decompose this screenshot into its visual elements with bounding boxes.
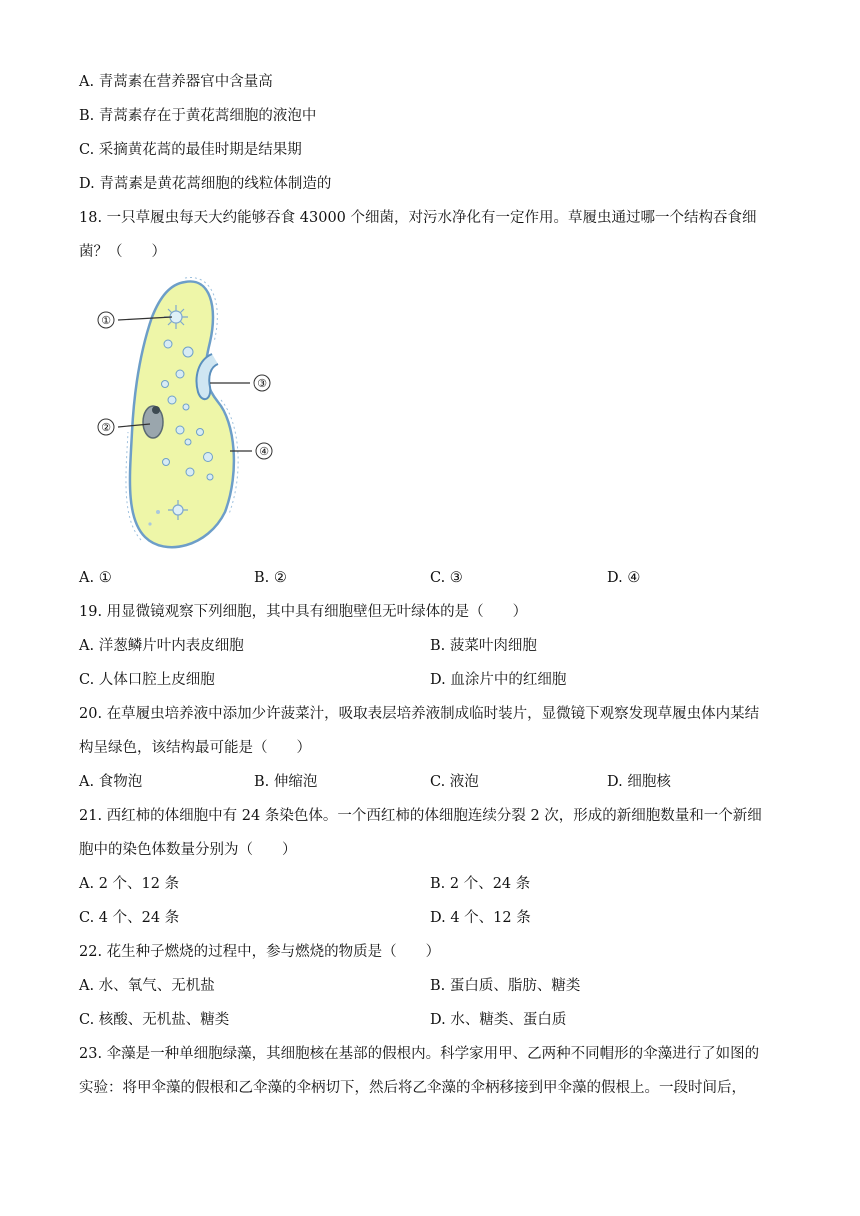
q21-stem-line2: 胞中的染色体数量分别为（ ） <box>79 842 297 858</box>
q20-stem-line2: 构呈绿色，该结构最可能是（ ） <box>79 740 311 756</box>
q19-option-d: D. 血涂片中的红细胞 <box>430 672 567 688</box>
q19-option-a: A. 洋葱鳞片叶内表皮细胞 <box>79 638 244 654</box>
q19-stem: 19. 用显微镜观察下列细胞，其中具有细胞壁但无叶绿体的是（ ） <box>79 604 528 620</box>
q18-stem-line1: 18. 一只草履虫每天大约能够吞食 43000 个细菌，对污水净化有一定作用。草履虫通过哪一个结构吞食细 <box>79 210 757 226</box>
q22-option-a: A. 水、氧气、无机盐 <box>79 978 215 994</box>
q17-option-c: C. 采摘黄花蒿的最佳时期是结果期 <box>79 142 302 158</box>
label-1: ① <box>101 314 111 327</box>
q19-option-c: C. 人体口腔上皮细胞 <box>79 672 215 688</box>
label-4: ④ <box>259 445 269 458</box>
q22-option-d: D. 水、糖类、蛋白质 <box>430 1012 567 1028</box>
q21-option-a: A. 2 个、12 条 <box>79 876 180 892</box>
label-2: ② <box>101 421 111 434</box>
q17-option-a: A. 青蒿素在营养器官中含量高 <box>79 74 273 90</box>
q18-option-b: B. ② <box>254 570 287 586</box>
q23-stem-line1: 23. 伞藻是一种单细胞绿藻，其细胞核在基部的假根内。科学家用甲、乙两种不同帽形的伞藻进行了如图的 <box>79 1046 760 1062</box>
q17-option-b: B. 青蒿素存在于黄花蒿细胞的液泡中 <box>79 108 317 124</box>
paramecium-figure <box>90 272 290 562</box>
q18-option-d: D. ④ <box>607 570 641 586</box>
q21-stem-line1: 21. 西红柿的体细胞中有 24 条染色体。一个西红柿的体细胞连续分裂 2 次，形成的新细胞数量和一个新细 <box>79 808 762 824</box>
q18-stem-line2: 菌？（ ） <box>79 244 166 260</box>
q21-option-b: B. 2 个、24 条 <box>430 876 531 892</box>
q22-stem: 22. 花生种子燃烧的过程中，参与燃烧的物质是（ ） <box>79 944 441 960</box>
q20-option-c: C. 液泡 <box>430 774 479 790</box>
q18-option-c: C. ③ <box>430 570 463 586</box>
q20-option-d: D. 细胞核 <box>607 774 671 790</box>
q22-option-b: B. 蛋白质、脂肪、糖类 <box>430 978 581 994</box>
q23-stem-line2: 实验：将甲伞藻的假根和乙伞藻的伞柄切下，然后将乙伞藻的伞柄移接到甲伞藻的假根上。一段时间后， <box>79 1080 746 1096</box>
q19-option-b: B. 菠菜叶肉细胞 <box>430 638 537 654</box>
label-3: ③ <box>257 377 267 390</box>
q21-option-d: D. 4 个、12 条 <box>430 910 531 926</box>
q18-option-a: A. ① <box>79 570 112 586</box>
q21-option-c: C. 4 个、24 条 <box>79 910 180 926</box>
q22-option-c: C. 核酸、无机盐、糖类 <box>79 1012 230 1028</box>
q17-option-d: D. 青蒿素是黄花蒿细胞的线粒体制造的 <box>79 176 332 192</box>
q20-option-a: A. 食物泡 <box>79 774 143 790</box>
q20-stem-line1: 20. 在草履虫培养液中添加少许菠菜汁，吸取表层培养液制成临时装片，显微镜下观察发现草履虫体内某结 <box>79 706 760 722</box>
q20-option-b: B. 伸缩泡 <box>254 774 318 790</box>
